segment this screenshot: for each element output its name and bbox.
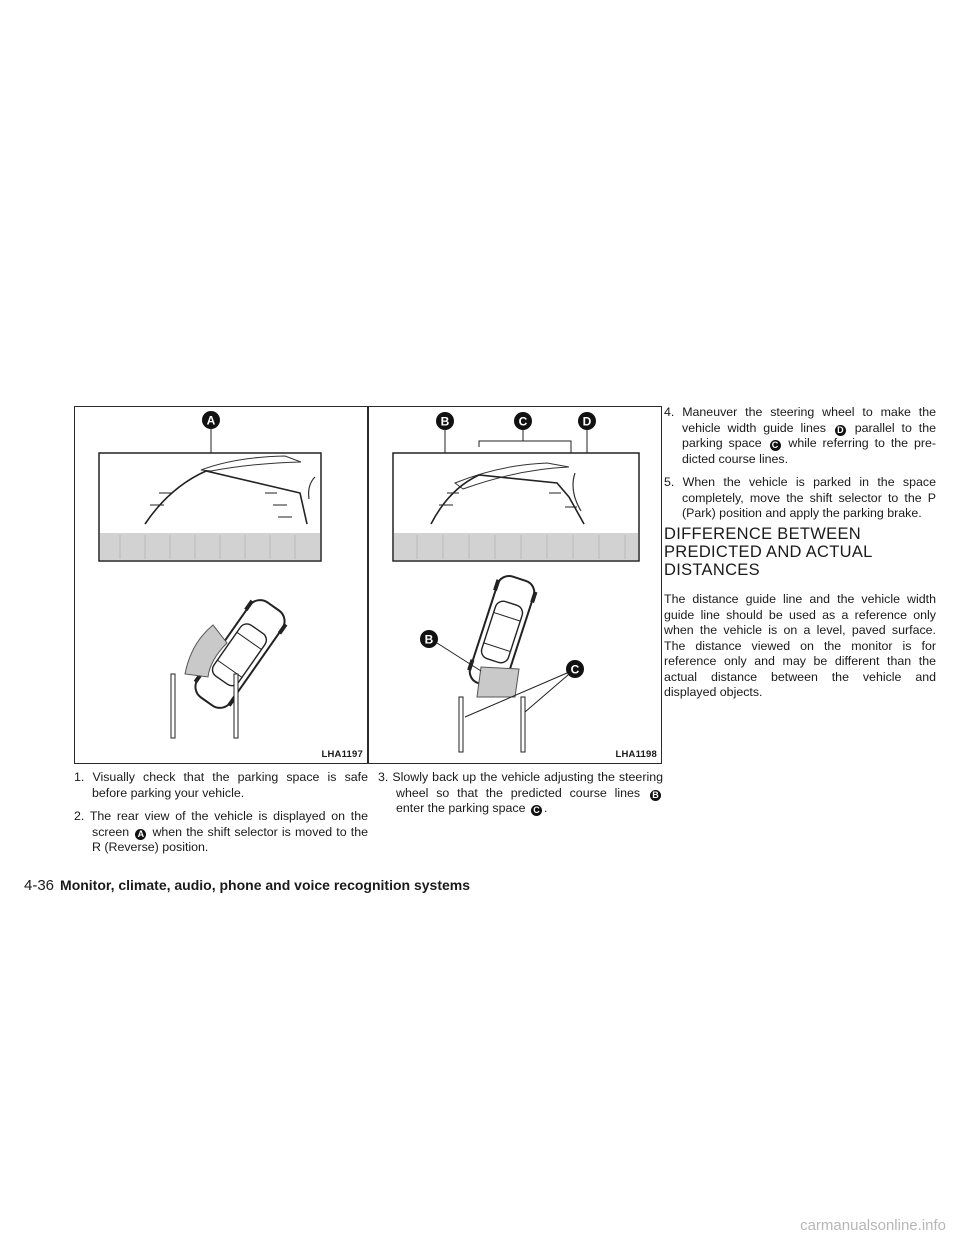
callout-c-letter: C [518, 414, 528, 429]
figure-code: LHA1197 [321, 749, 363, 760]
callout-c-lower-letter: C [570, 662, 580, 677]
illustration-monitor-and-car-bcd [369, 407, 660, 762]
watermark: carmanualsonline.info [800, 1217, 946, 1234]
callout-a-badge: A [135, 829, 146, 840]
callout-b-lower-letter: B [424, 632, 434, 647]
step-5: 5. When the vehicle is parked in the space completely, move the shift selector to the P (Park) position and apply the parking brake. [664, 475, 936, 520]
figure-code: LHA1198 [615, 749, 657, 760]
step-2: 2. The rear view of the vehicle is displayed on the screen A when the shift selector is moved to the R (Reverse) position. [74, 809, 368, 854]
callout-b-letter: B [440, 414, 450, 429]
steps-column-2 [378, 770, 663, 825]
callout-c-badge: C [531, 805, 542, 816]
callout-c-badge: C [770, 440, 781, 451]
chapter-title: Monitor, climate, audio, phone and voice recognition systems [60, 877, 470, 893]
section-heading: DIFFERENCE BETWEEN PREDICTED AND ACTUAL DISTANCES [664, 525, 873, 579]
section-body: The distance guide line and the vehicle width guide line should be used as a reference only when the vehicle is on a level, paved surface. The distance viewed on the monitor is for reference only and may be different than the actual distance between the vehicle and displayed objects. [664, 592, 936, 699]
steps-column-3 [664, 405, 936, 530]
step-3: 3. Slowly back up the vehicle adjusting the steering wheel so that the predicted course lines B enter the parking space C . [378, 770, 663, 815]
callout-d-letter: D [582, 414, 592, 429]
callout-d-badge: D [835, 425, 846, 436]
steps-column-1 [74, 770, 368, 864]
step-4: 4. Maneuver the steering wheel to make the vehicle width guide lines D parallel to the parking space C while referring to the pre-dicted course lines. [664, 405, 936, 466]
illustration-monitor-and-car-a [75, 407, 366, 762]
callout-b-badge: B [650, 790, 661, 801]
figure-rear-view-bcd [368, 406, 662, 764]
page-footer [24, 877, 470, 894]
callout-a-letter: A [206, 413, 216, 428]
step-1: 1. Visually check that the parking space is safe before parking your vehicle. [74, 770, 368, 800]
monitor-bezel [100, 533, 320, 560]
page-number: 4-36 [24, 877, 55, 894]
figure-rear-view-a [74, 406, 368, 764]
